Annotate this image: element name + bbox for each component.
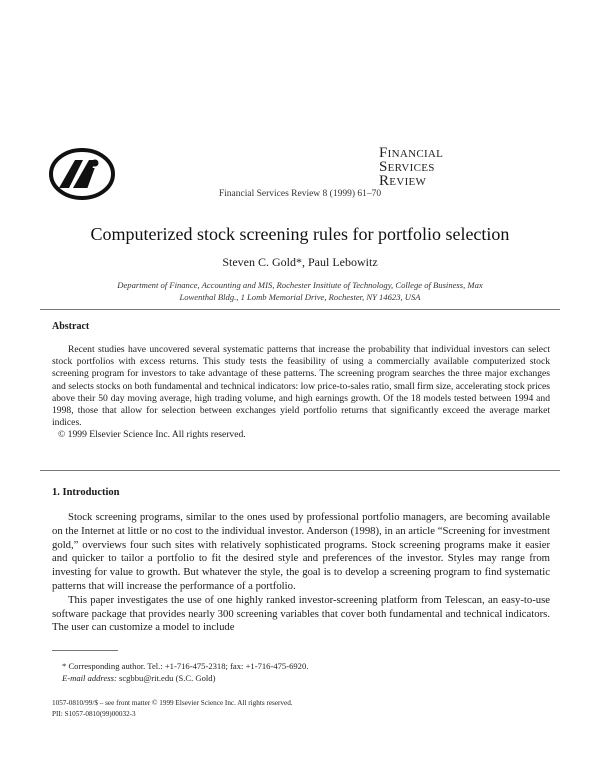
article-title: Computerized stock screening rules for portfolio selection xyxy=(90,224,510,244)
introduction-paragraph-1: Stock screening programs, similar to the ones used by professional portfolio managers, are becoming available on the Internet at little or no cost to the individual investor. Anderson (1998), in an article “Screening for investment gold,” overviews four such sites with relatively sophisticated programs. Stock screening programs make it easier and quicker to tailor a portfolio to fit the desired style and preferences of the investor. Styles may range from investing for value to growth. But whatever the style, the goal is to develop a screening program to find systematic patterns that will increase the performance of a portfolio. xyxy=(52,511,550,592)
front-matter xyxy=(52,698,293,719)
footnote-divider xyxy=(52,650,118,651)
abstract-top-divider xyxy=(40,309,560,310)
abstract-text: Recent studies have uncovered several systematic patterns that increase the probability that individual investors can select stock portfolios with excess returns. This study tests the feasibility of using a commercially available computerized stock screening program for investors to take advantage of these patterns. The screening program searches the three major exchanges and selects stocks on both fundamental and technical indicators: low price-to-sales ratio, small firm size, accelerating stock prices above their 50 day moving average, high trading volume, and high earnings growth. Of the 18 models tested between 1994 and 1998, those that allow for selection between exchanges yield portfolio returns that significantly exceed the average market indices. xyxy=(52,344,550,429)
abstract-copyright: © 1999 Elsevier Science Inc. All rights reserved. xyxy=(58,429,246,441)
introduction-body xyxy=(52,511,550,635)
email-note xyxy=(62,672,308,684)
front-matter-copyright: 1057-0810/99/$ – see front matter © 1999 Elsevier Science Inc. All rights reserved. xyxy=(52,699,293,707)
affiliation-line-1: Department of Finance, Accounting and MIS, Rochester Insitiute of Technology, College of Business, Max xyxy=(117,280,483,290)
journal-name-line-1: Financial xyxy=(379,145,444,161)
front-matter-pii: PII: S1057-0810(99)00032-3 xyxy=(52,709,136,718)
corresponding-author-note: * Corresponding author. Tel.: +1-716-475-2318; fax: +1-716-475-6920. xyxy=(62,661,309,671)
affiliation-line-2: Lowenthal Bldg., 1 Lomb Memorial Drive, Rochester, NY 14623, USA xyxy=(179,292,421,302)
email-address: scgbbu@rit.edu (S.C. Gold) xyxy=(116,673,216,683)
abstract-bottom-divider xyxy=(40,470,560,471)
journal-name xyxy=(379,146,443,188)
introduction-heading: 1. Introduction xyxy=(52,487,120,498)
author-affiliation xyxy=(40,279,560,303)
abstract-body xyxy=(52,344,550,442)
abstract-heading: Abstract xyxy=(52,321,90,332)
journal-citation: Financial Services Review 8 (1999) 61–70 xyxy=(218,189,382,199)
journal-name-line-2: Services xyxy=(379,159,435,175)
introduction-paragraph-2: This paper investigates the use of one highly ranked investor-screening platform from Telescan, an easy-to-use software package that provides nearly 300 screening variables that cover both fundamental and technical indicators. The user can customize a model to include xyxy=(52,593,550,634)
article-authors: Steven C. Gold*, Paul Lebowitz xyxy=(222,255,378,269)
footnotes xyxy=(62,660,308,684)
journal-name-line-3: Review xyxy=(379,173,427,189)
email-label: E-mail address: xyxy=(62,673,117,683)
